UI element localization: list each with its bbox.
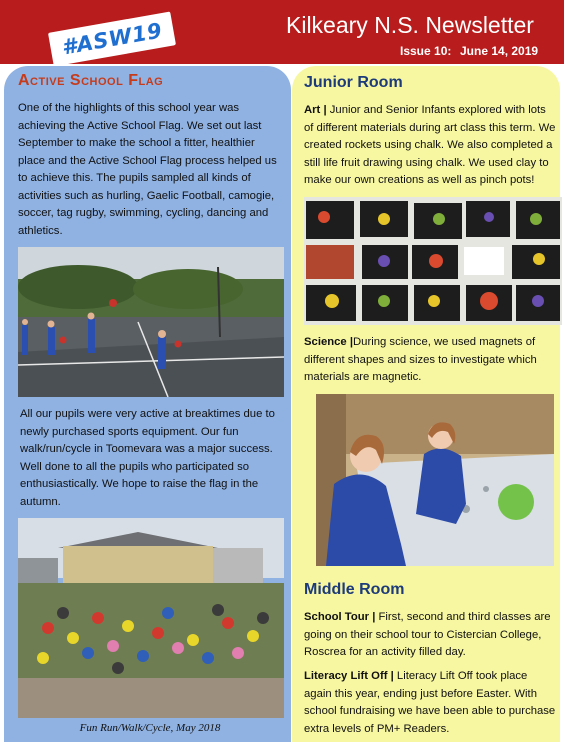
middle-room-heading: Middle Room [304,581,405,598]
active-school-flag-paragraph: One of the highlights of this school year was achieving the Active School Flag. We set out last September to make the school a fitter, healthier place and the Active School Flag process helped us to achieve this. The pupils sampled all kinds of activities such as hurling, Gaelic Football, camogie, soccer, tag rugby, swimming, cycling, dancing and athletics. [18,102,277,237]
issue-date: June 14, 2019 [460,44,539,58]
literacy-label: Literacy Lift Off | [304,670,394,682]
art-text: Junior and Senior Infants explored with lots of different materials during art class this term. We created rockets using chalk. We also completed a still life fruit drawing using chalk. We used clay to make our own creations as well as pinch pots! [304,104,556,186]
literacy-paragraph [304,668,558,738]
breaktime-paragraph: All our pupils were very active at breaktimes due to newly purchased sports equipment. Our fun walk/run/cycle in Toomevara was a major success. Well done to all the pupils who participated so enthusiastically. We hope to raise the flag in the autumn. [20,408,275,508]
sports-court-photo [18,247,284,397]
science-paragraph [304,334,558,387]
active-school-flag-heading: Active School Flag [18,72,164,89]
art-paragraph [304,102,558,190]
newsletter-title: Kilkeary N.S. Newsletter [286,12,534,38]
masthead [0,0,564,64]
science-label: Science | [304,336,354,348]
school-tour-paragraph [304,609,558,662]
school-tour-text: First, second and third classes are going on their school tour to Cistercian College, Roscrea for an activity filled day. [304,611,551,658]
literacy-text: Literacy Lift Off took place again this year, ending just before Easter. With school fundraising we have been able to purchase extra levels of PM+ Readers. [304,670,556,735]
fun-run-caption: Fun Run/Walk/Cycle, May 2018 [79,722,221,734]
junior-room-heading: Junior Room [304,74,403,91]
logo-text: #ASW19 [59,18,165,60]
science-text: During science, we used magnets of different shapes and sizes to investigate which materials are magnetic. [304,336,537,383]
fun-run-group-photo [18,518,284,718]
school-tour-label: School Tour | [304,611,376,623]
science-magnets-photo [316,394,554,566]
issue-number: Issue 10: [400,44,452,58]
art-display-photo [304,197,562,325]
asw19-logo [48,11,176,66]
art-label: Art | [304,104,327,116]
